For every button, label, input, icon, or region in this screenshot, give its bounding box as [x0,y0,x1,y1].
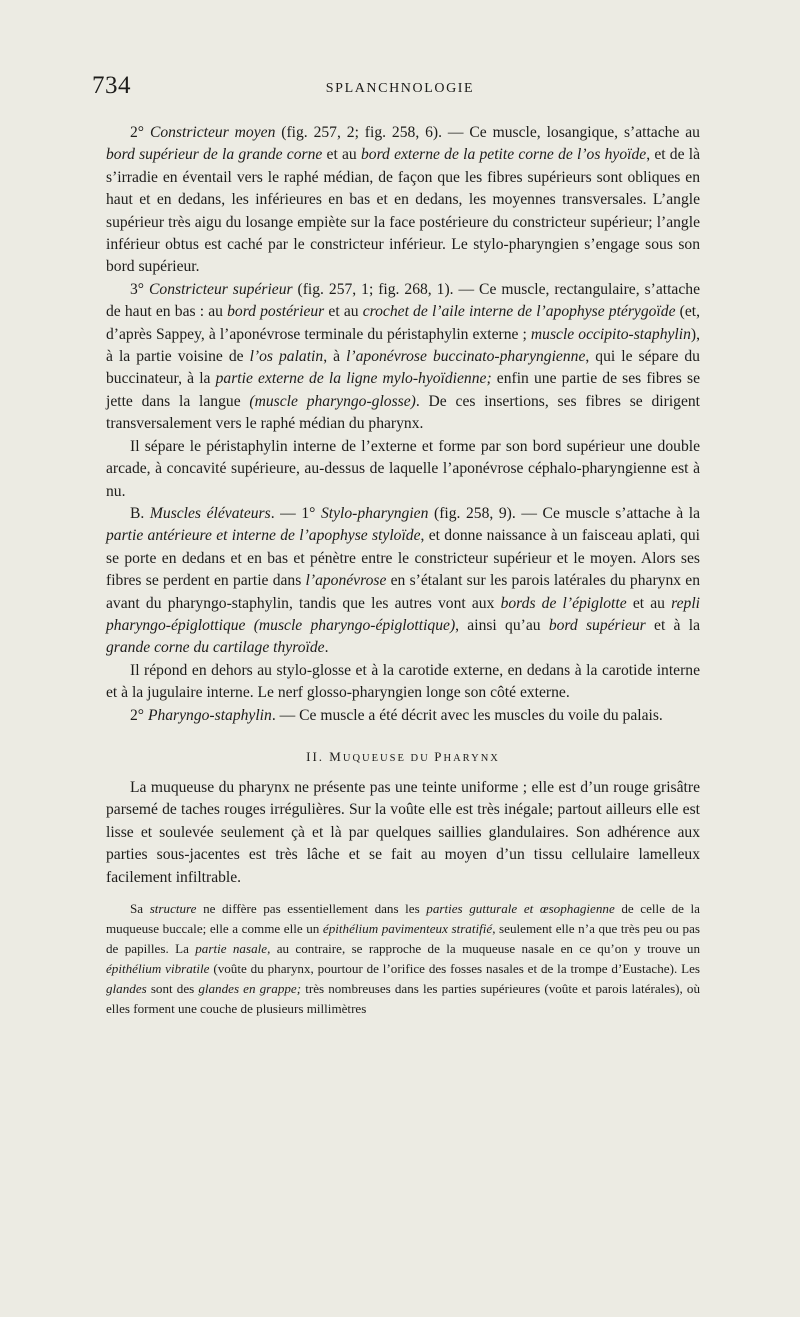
page-header [0,72,800,102]
section-heading: II. MUQUEUSE DU PHARYNX [306,748,500,764]
running-title: SPLANCHNOLOGIE [325,81,475,96]
paragraph-constricteur-superieur: 3° Constricteur supérieur (fig. 257, 1; fig. 268, 1). — Ce muscle, rectangulaire, s’attache de haut en bas : au bord postérieur et au crochet de l’aile interne de l’apophyse ptérygoïde (et, d’après Sappey, à l’aponévrose terminale du péristaphylin externe ; muscle occipito-staphylin), à la partie voisine de l’os palatin, à l’aponévrose buccinato-pharyngienne, qui le sépare du buccinateur, à la partie externe de la ligne mylo-hyoïdienne; enfin une partie de ses fibres se jette dans la langue (muscle pharyngo-glosse). De ces insertions, ses fibres se dirigent transversalement vers le raphé médian du pharynx. [106,280,701,433]
paragraph-constricteur-moyen: 2° Constricteur moyen (fig. 257, 2; fig. 258, 6). — Ce muscle, losangique, s’attache au bord supérieur de la grande corne et au bord externe de la petite corne de l’os hyoïde, et de là s’irradie en éventail vers le raphé médian, de façon que les fibres supérieurs sont obliques en haut et en dedans, les inférieures en bas et en dedans, les moyennes transversales. L’angle supérieur très aigu du losange empiète sur la face postérieure du constricteur supérieur; l’angle inférieur obtus est caché par le constricteur inférieur. Le stylo-pharyngien s’engage sous son bord supérieur. [106,124,700,276]
main-text [106,122,700,1019]
paragraph-pharyngo-staphylin: 2° Pharyngo-staphylin. — Ce muscle a été décrit avec les muscles du voile du palais. [130,706,663,724]
paragraph-rapports: Il répond en dehors au stylo-glosse et à la carotide externe, en dedans à la carotide interne et à la jugulaire interne. Le nerf glosso-pharyngien longe son côté externe. [106,661,700,702]
paragraph-peristaphylin: Il sépare le péristaphylin interne de l’externe et forme par son bord supérieur une double arcade, à concavité supérieure, au-dessus de laquelle l’aponévrose céphalo-pharyngienne est à nu. [106,437,700,500]
paragraph-muscles-elevateurs: B. Muscles élévateurs. — 1° Stylo-pharyngien (fig. 258, 9). — Ce muscle s’attache à la partie antérieure et interne de l’apophyse styloïde, et donne naissance à un faisceau aplati, qui se porte en dedans et en bas et pénètre entre le constricteur supérieur et le moyen. Alors ses fibres se perdent en partie dans l’aponévrose en s’étalant sur les parois latérales du pharynx en avant du pharyngo-staphylin, tandis que les autres vont aux bords de l’épiglotte et au repli pharyngo-épiglottique (muscle pharyngo-épiglottique), ainsi qu’au bord supérieur et à la grande corne du cartilage thyroïde. [106,504,700,657]
paragraph-muqueuse: La muqueuse du pharynx ne présente pas une teinte uniforme ; elle est d’un rouge grisâtre parsemé de taches rouges irrégulières. Sur la voûte elle est très inégale; partout ailleurs elle est lisse et soulevée seulement çà et là par quelques saillies glandulaires. Son adhérence aux parties sous-jacentes est très lâche et se fait au moyen d’un tissu cellulaire lamelleux facilement infiltrable. [106,778,700,886]
page-number: 734 [92,72,131,99]
paragraph-structure-small: Sa structure ne diffère pas essentiellement dans les parties gutturale et œsophagienne de celle de la muqueuse buccale; elle a comme elle un épithélium pavimenteux stratifié, seulement elle n’a que très peu ou pas de papilles. La partie nasale, au contraire, se rapproche de la muqueuse nasale en ce qu’on y trouve un épithélium vibratile (voûte du pharynx, pourtour de l’orifice des fosses nasales et de la trompe d’Eustache). Les glandes sont des glandes en grappe; très nombreuses dans les parties supérieures (voûte et parois latérales), où elles forment une couche de plusieurs millimètres [106,901,701,1016]
